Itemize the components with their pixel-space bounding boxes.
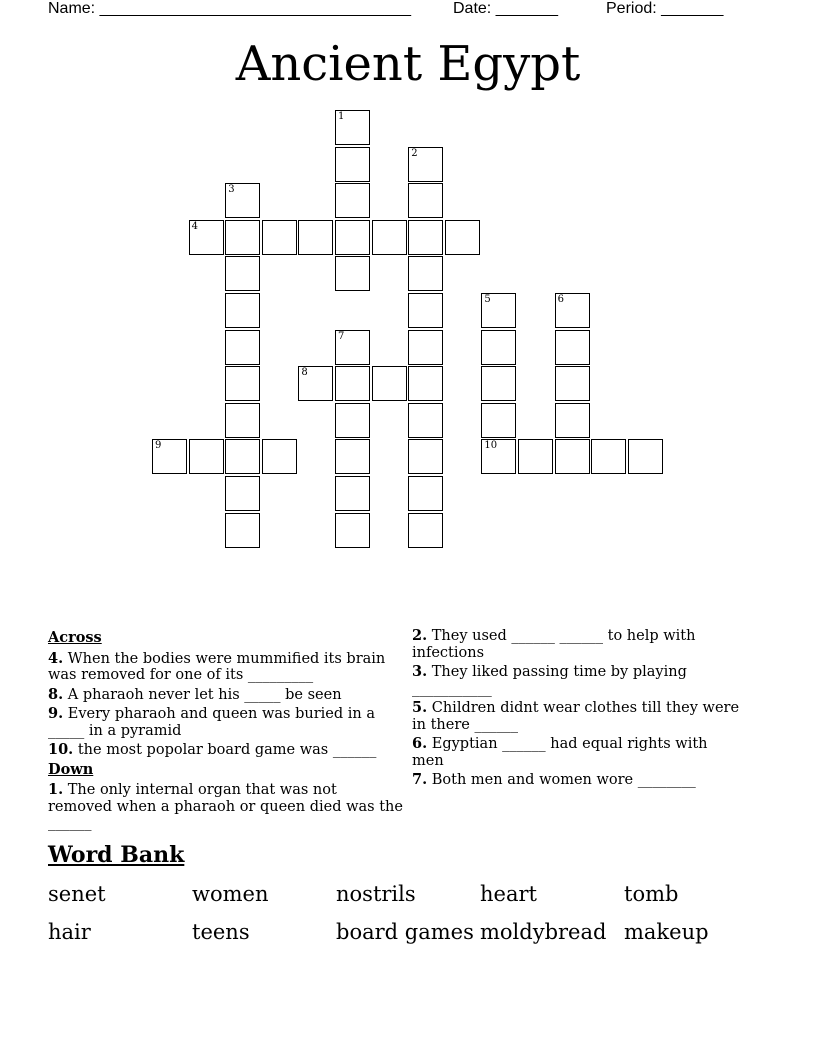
across-heading: Across <box>48 629 102 646</box>
word-bank-item: moldybread <box>480 920 607 944</box>
crossword-cell[interactable] <box>335 256 370 291</box>
crossword-cell[interactable] <box>335 403 370 438</box>
crossword-cell[interactable] <box>445 220 480 255</box>
crossword-cell[interactable] <box>225 293 260 328</box>
clue-down-7: 7. Both men and women wore ________ <box>412 771 696 788</box>
clue-number: 6 <box>557 294 564 305</box>
clue-down-1: 1. The only internal organ that was not removed when a pharaoh or queen died was the ______ <box>48 781 403 831</box>
crossword-cell[interactable] <box>555 293 590 328</box>
word-bank-item: women <box>192 882 269 906</box>
clue-number: 9 <box>155 440 162 452</box>
crossword-cell[interactable] <box>481 330 516 365</box>
crossword-cell[interactable] <box>555 403 590 438</box>
clue-down-3: 3. They liked passing time by playing ___________ <box>412 663 687 697</box>
crossword-cell[interactable] <box>408 366 443 401</box>
period-field[interactable]: Period: _______ <box>606 0 724 17</box>
clue-number: 10 <box>484 440 498 452</box>
crossword-cell[interactable] <box>591 439 626 474</box>
crossword-cell[interactable] <box>262 439 297 474</box>
crossword-cell[interactable] <box>225 476 260 511</box>
crossword-cell[interactable] <box>408 330 443 365</box>
crossword-cell[interactable] <box>481 439 516 474</box>
crossword-cell[interactable] <box>555 439 590 474</box>
page-title: Ancient Egypt <box>235 36 581 92</box>
crossword-cell[interactable] <box>518 439 553 474</box>
clue-down-6: 6. Egyptian ______ had equal rights with men <box>412 735 708 769</box>
crossword-cell[interactable] <box>408 439 443 474</box>
crossword-cell[interactable] <box>408 220 443 255</box>
crossword-cell[interactable] <box>262 220 297 255</box>
down-heading: Down <box>48 760 94 778</box>
crossword-cell[interactable] <box>225 330 260 365</box>
word-bank-item: teens <box>192 920 250 944</box>
clue-number: 2 <box>411 147 418 159</box>
clue-number: 1 <box>338 111 345 122</box>
crossword-cell[interactable] <box>298 366 333 401</box>
crossword-cell[interactable] <box>481 403 516 438</box>
clue-number: 7 <box>338 330 345 342</box>
crossword-cell[interactable] <box>335 476 370 511</box>
crossword-cell[interactable] <box>408 513 443 548</box>
crossword-cell[interactable] <box>335 110 370 145</box>
crossword-cell[interactable] <box>298 220 333 255</box>
clue-number: 8 <box>301 367 308 379</box>
clue-across-8: 8. A pharaoh never let his _____ be seen <box>48 685 342 703</box>
word-bank-item: heart <box>480 882 537 906</box>
word-bank-item: makeup <box>624 920 709 944</box>
crossword-cell[interactable] <box>481 366 516 401</box>
word-bank-item: tomb <box>624 882 679 906</box>
crossword-cell[interactable] <box>335 183 370 218</box>
crossword-cell[interactable] <box>408 183 443 218</box>
clue-across-10: 10. the most popolar board game was ______ <box>48 741 377 758</box>
clues-column-left <box>48 628 403 835</box>
crossword-cell[interactable] <box>225 513 260 548</box>
crossword-cell[interactable] <box>408 147 443 182</box>
date-field[interactable]: Date: _______ <box>453 0 558 17</box>
word-bank-title: Word Bank <box>48 842 185 868</box>
crossword-cell[interactable] <box>335 439 370 474</box>
crossword-cell[interactable] <box>555 366 590 401</box>
word-bank-item: hair <box>48 920 91 944</box>
crossword-cell[interactable] <box>335 220 370 255</box>
crossword-cell[interactable] <box>152 439 187 474</box>
clue-number: 3 <box>228 184 235 196</box>
crossword-cell[interactable] <box>372 366 407 401</box>
clue-down-5: 5. Children didnt wear clothes till they were in there ______ <box>412 699 740 733</box>
crossword-cell[interactable] <box>628 439 663 474</box>
crossword-cell[interactable] <box>335 147 370 182</box>
crossword-cell[interactable] <box>408 293 443 328</box>
word-bank-item: nostrils <box>336 882 416 906</box>
clue-number: 4 <box>191 220 198 232</box>
crossword-cell[interactable] <box>225 183 260 218</box>
crossword-cell[interactable] <box>408 403 443 438</box>
crossword-cell[interactable] <box>481 293 516 328</box>
crossword-cell[interactable] <box>225 220 260 255</box>
crossword-cell[interactable] <box>225 366 260 401</box>
crossword-cell[interactable] <box>225 256 260 291</box>
name-field[interactable]: Name: ___________________________________ <box>48 0 412 17</box>
crossword-cell[interactable] <box>408 476 443 511</box>
clue-down-2: 2. They used ______ ______ to help with infections <box>412 627 696 661</box>
word-bank-item: board games <box>336 920 474 944</box>
crossword-cell[interactable] <box>335 513 370 548</box>
crossword-cell[interactable] <box>408 256 443 291</box>
crossword-cell[interactable] <box>225 439 260 474</box>
crossword-cell[interactable] <box>335 366 370 401</box>
clue-across-9: 9. Every pharaoh and queen was buried in a _____ in a pyramid <box>48 705 375 739</box>
crossword-cell[interactable] <box>555 330 590 365</box>
crossword-cell[interactable] <box>372 220 407 255</box>
crossword-cell[interactable] <box>225 403 260 438</box>
clue-across-4: 4. When the bodies were mummified its brain was removed for one of its _________ <box>48 649 386 683</box>
crossword-cell[interactable] <box>189 439 224 474</box>
crossword-cell[interactable] <box>189 220 224 255</box>
word-bank-item: senet <box>48 882 106 906</box>
clue-number: 5 <box>484 294 491 305</box>
clues-column-right <box>412 628 742 792</box>
crossword-cell[interactable] <box>335 330 370 365</box>
